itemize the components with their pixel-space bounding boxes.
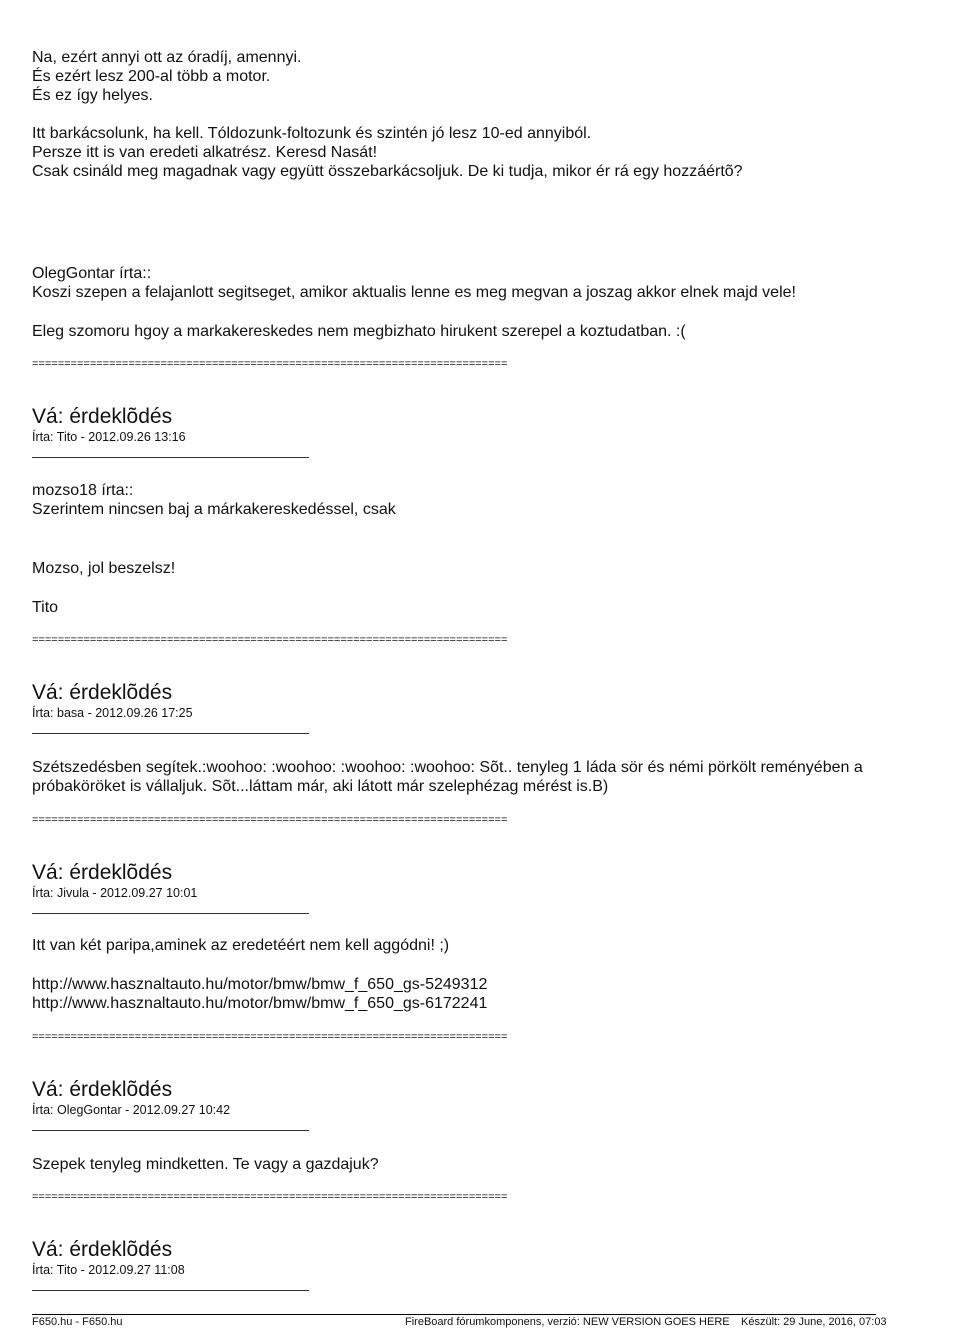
intro-line: Csak csináld meg magadnak vagy együtt összebarkácsoljuk. De ki tudja, mikor ér rá egy hozzáértõ? [32,163,743,180]
intro-line: És ezért lesz 200-al több a motor. [32,68,271,85]
intro-line: Na, ezért annyi ott az óradíj, amennyi. [32,49,302,66]
intro-line: Eleg szomoru hgoy a markakereskedes nem megbizhato hirukent szerepel a koztudatban. :( [32,323,686,340]
post-body: Szétszedésben segítek.:woohoo: :woohoo: :woohoo: :woohoo: Sõt.. tenyleg 1 láda sör és némi pörkölt reményében a próbaköröket is vállaljuk. Sõt...láttam már, aki látott már szelephézag mérést is.B) [32,759,863,795]
post-link[interactable]: http://www.hasznaltauto.hu/motor/bmw/bmw_f_650_gs-6172241 [32,995,488,1012]
intro-line: Persze itt is van eredeti alkatrész. Keresd Nasát! [32,144,378,161]
post-meta: Írta: Tito - 2012.09.27 11:08 [32,1263,185,1277]
footer-rule [32,1314,876,1315]
intro-line: Itt barkácsolunk, ha kell. Tóldozunk-foltozunk és szintén jó lesz 10-ed annyiból. [32,125,592,142]
footer-site: F650.hu - F650.hu [32,1316,123,1328]
separator: ========================================================================== [32,634,508,646]
footer-generated: Készült: 29 June, 2016, 07:03 [741,1316,887,1328]
post-title: Vá: érdeklõdés [32,681,173,704]
intro-line: És ez így helyes. [32,87,153,104]
post-meta: Írta: basa - 2012.09.26 17:25 [32,706,193,720]
post-divider [32,913,309,914]
post-divider [32,1130,309,1131]
post-meta: Írta: Tito - 2012.09.26 13:16 [32,430,186,444]
footer-component: FireBoard fórumkomponens, verzió: NEW VERSION GOES HERE [405,1316,730,1328]
post-title: Vá: érdeklõdés [32,405,173,428]
post-meta: Írta: OlegGontar - 2012.09.27 10:42 [32,1103,231,1117]
quote-text: Szerintem nincsen baj a márkakereskedéssel, csak [32,501,396,518]
post-line: Szepek tenyleg mindketten. Te vagy a gazdajuk? [32,1156,379,1173]
post-meta: Írta: Jivula - 2012.09.27 10:01 [32,886,198,900]
post-title: Vá: érdeklõdés [32,1238,173,1261]
post-divider [32,1290,309,1291]
separator: ========================================================================== [32,1191,508,1203]
post-title: Vá: érdeklõdés [32,861,173,884]
post-divider [32,733,309,734]
quote-author: mozso18 írta:: [32,482,134,499]
post-line: Mozso, jol beszelsz! [32,560,176,577]
separator: ========================================================================== [32,1031,508,1043]
post-divider [32,457,309,458]
post-title: Vá: érdeklõdés [32,1078,173,1101]
post-signature: Tito [32,599,59,616]
separator: ========================================================================== [32,814,508,826]
post-link[interactable]: http://www.hasznaltauto.hu/motor/bmw/bmw_f_650_gs-5249312 [32,976,488,993]
quote-text: Koszi szepen a felajanlott segitseget, amikor aktualis lenne es meg megvan a joszag akkor elnek majd vele! [32,284,796,301]
quote-author: OlegGontar írta:: [32,265,152,282]
separator: ========================================================================== [32,358,508,370]
post-line: Itt van két paripa,aminek az eredetéért nem kell aggódni! ;) [32,937,450,954]
